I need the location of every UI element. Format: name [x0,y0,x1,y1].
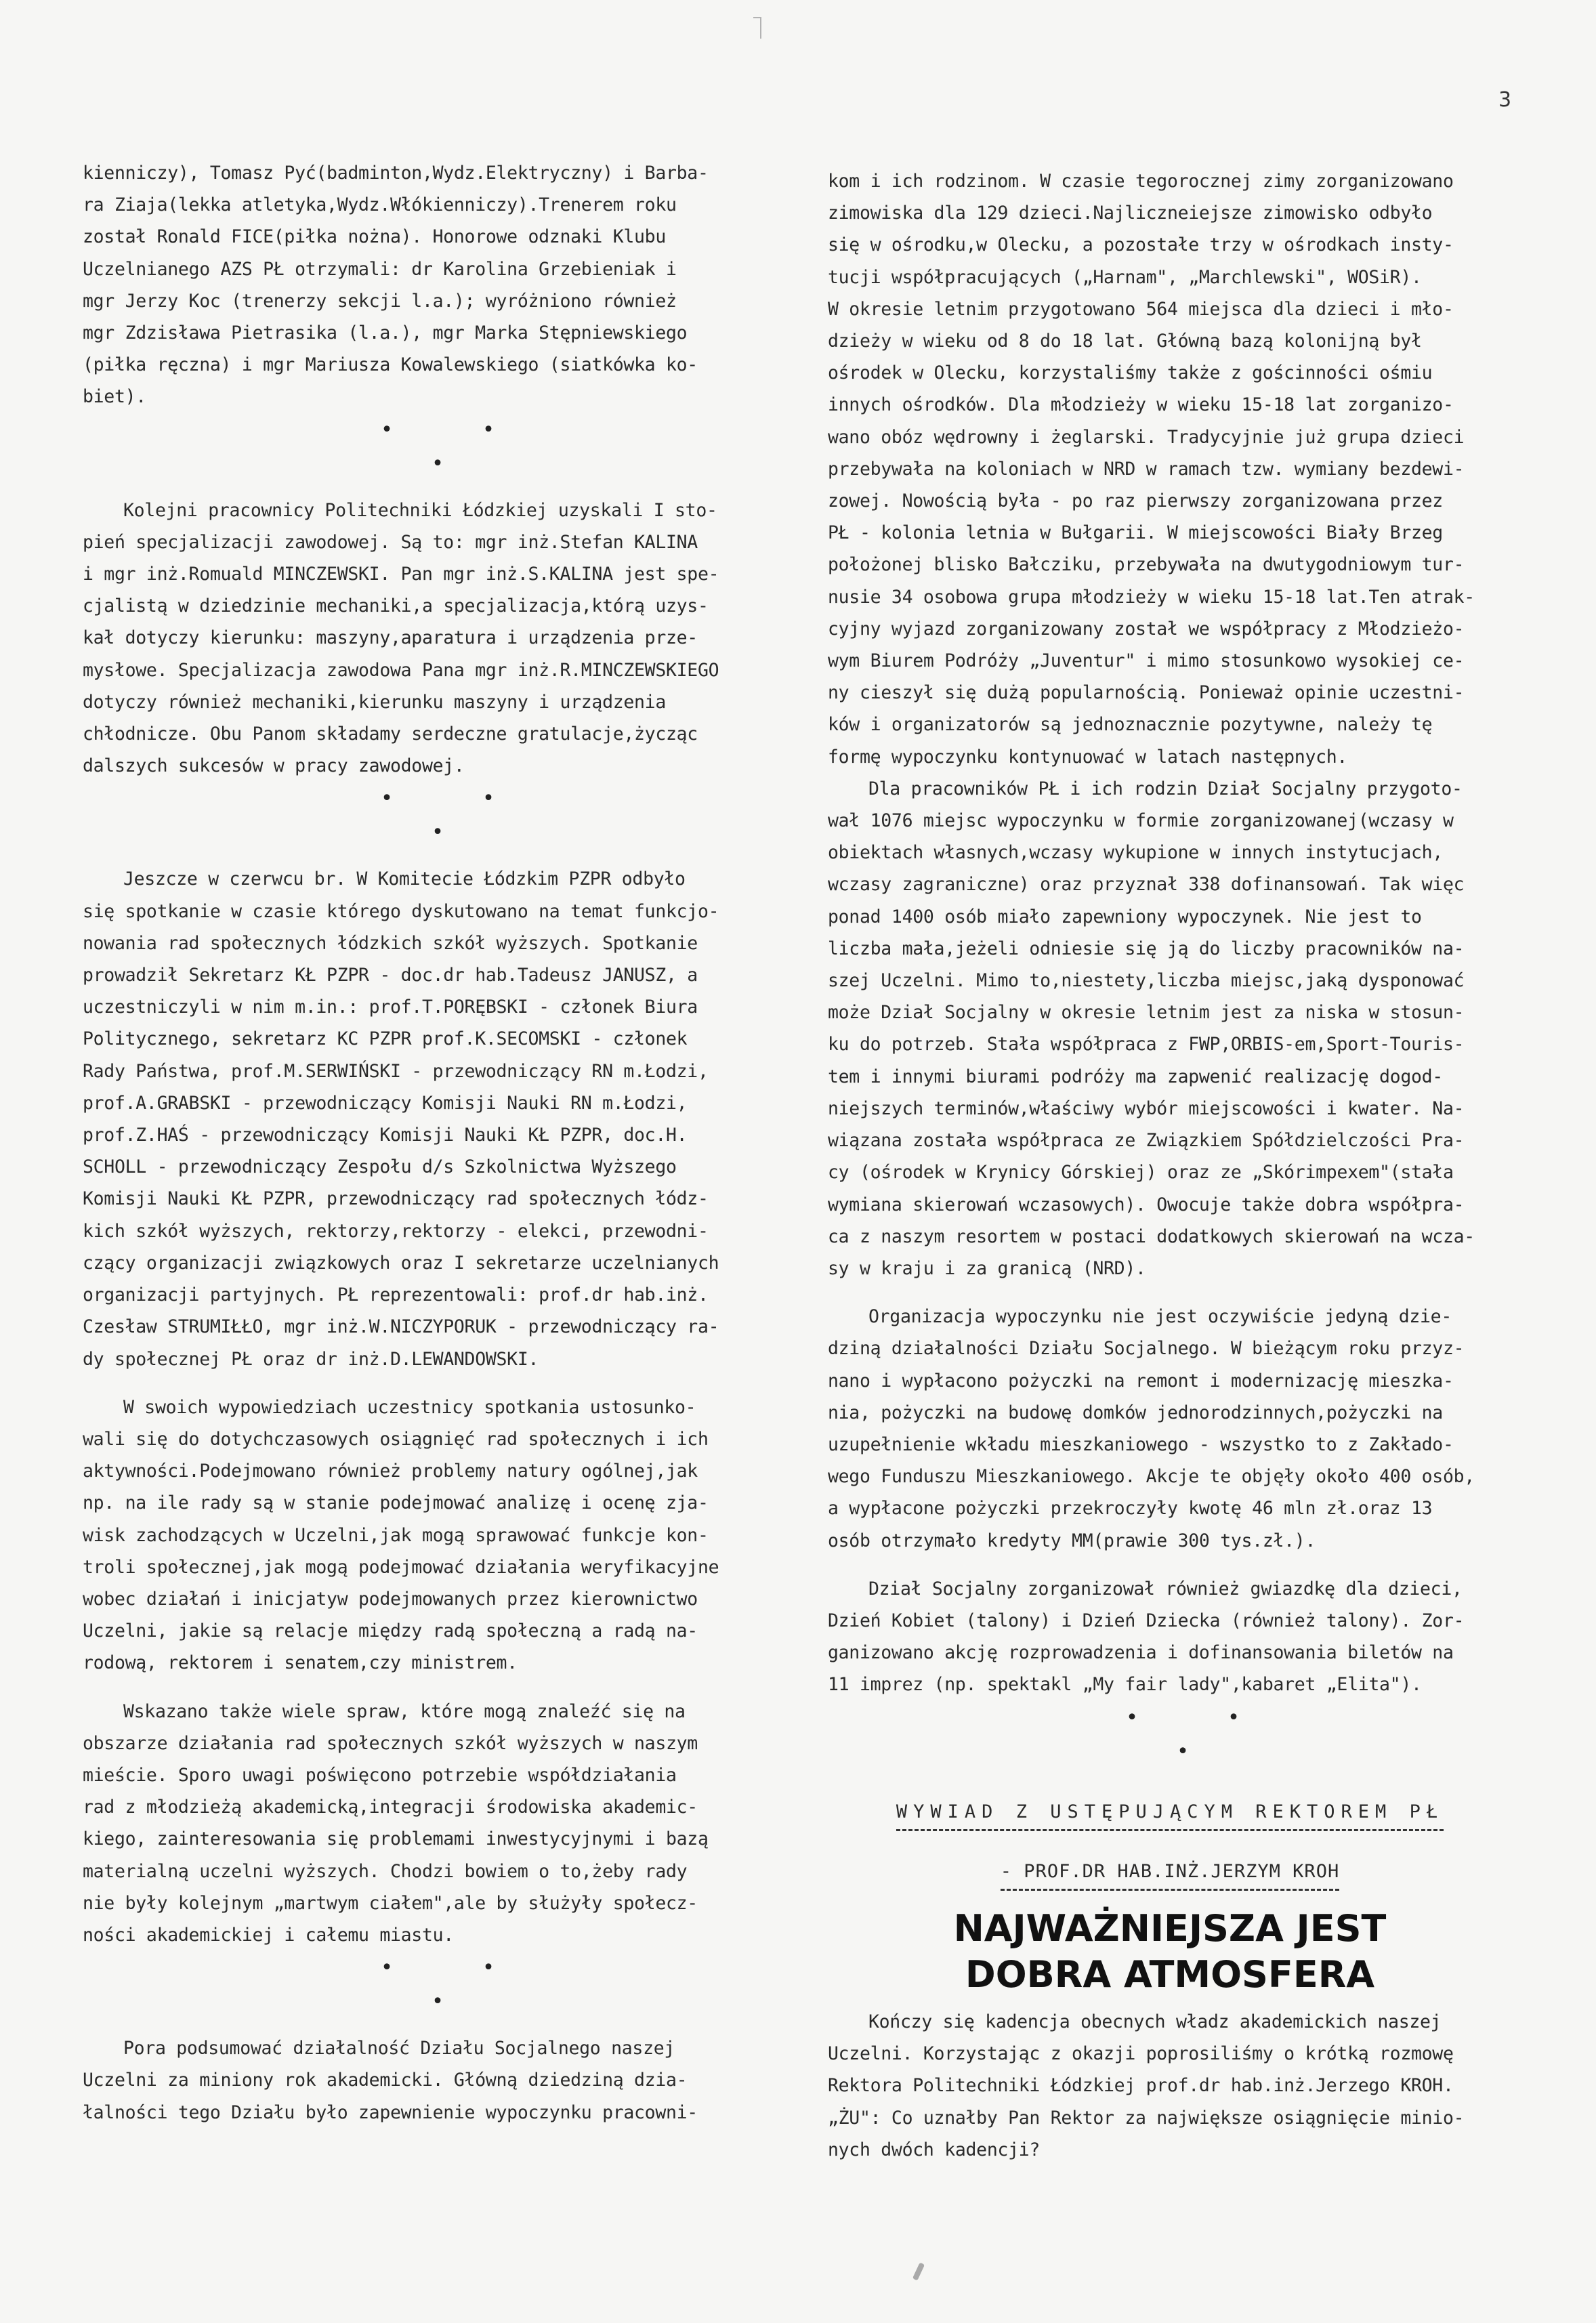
text-line: wego Funduszu Mieszkaniowego. Akcje te objęły około 400 osób, [828,1466,1475,1488]
text-line: się w ośrodku,w Olecku, a pozostałe trzy w ośrodkach insty- [828,234,1454,256]
headline-line: DOBRA ATMOSFERA [965,1952,1375,1996]
text-line: nowania rad społecznych łódzkich szkół wyższych. Spotkanie [83,932,698,954]
text-line: się spotkanie w czasie którego dyskutowano na temat funkcjo- [83,900,719,922]
text-line: mgr Zdzisława Pietrasika (l.a.), mgr Marka Stępniewskiego [83,322,688,344]
text-line: zimowiska dla 129 dzieci.Najliczneiejsze zimowisko odbyło [828,203,1433,224]
paragraph-pzpr-meeting [83,863,760,1375]
right-column [828,165,1512,2166]
text-line: Pora podsumować działalność Działu Socjalnego naszej [123,2038,675,2059]
text-line: rad z młodzieżą akademicką,integracji środowiska akademic- [83,1797,698,1818]
text-line: nusie 34 osobowa grupa młodzieży w wieku 15-18 lat.Ten atrak- [828,586,1475,608]
section-separator [83,417,760,481]
text-line: niejszych terminów,właściwy wybór miejscowości i kwater. Na- [828,1097,1465,1119]
text-line: ra Ziaja(lekka atletyka,Wydz.Włókienniczy).Trenerem roku [83,194,677,216]
interview-kicker [828,1796,1512,1891]
text-line: został Ronald FICE(piłka nożna). Honorowe odznaki Klubu [83,226,666,248]
separator-dot: • [381,1956,393,1980]
paragraph-social-department [83,2032,760,2129]
separator-dot: • [1227,1705,1240,1730]
text-line: SCHOLL - przewodniczący Zespołu d/s Szkolnictwa Wyższego [83,1156,677,1178]
text-line: np. na ile rady są w stanie podejmować analizę i ocenę zja- [83,1492,709,1514]
pen-mark [912,2263,925,2281]
text-line: formę wypoczynku kontynuować w latach następnych. [828,746,1348,768]
text-line: prof.Z.HAŚ - przewodniczący Komisji Nauki KŁ PZPR, doc.H. [83,1125,688,1146]
text-line: cy (ośrodek w Krynicy Górskiej) oraz ze „Skórimpexem"(stała [828,1162,1454,1184]
paragraph-specializations [83,495,760,782]
text-line: (piłka ręczna) i mgr Mariusza Kowalewskiego (siatkówka ko- [83,354,698,376]
paragraph-azs-awards [83,157,760,413]
text-line: prowadził Sekretarz KŁ PZPR - doc.dr hab.Tadeusz JANUSZ, a [83,965,698,986]
text-line: i mgr inż.Romuald MINCZEWSKI. Pan mgr inż.S.KALINA jest spe- [83,564,719,585]
text-line: dotyczy również mechaniki,kierunku maszyny i urządzenia [83,691,666,713]
text-line: Dla pracowników PŁ i ich rodzin Dział Socjalny przygoto- [868,778,1463,799]
left-column [83,157,760,2129]
separator-dot: • [482,787,495,811]
text-line: uczestniczyli w nim m.in.: prof.T.PORĘBSKI - członek Biura [83,997,698,1018]
text-line: szej Uczelni. Mimo to,niestety,liczba miejsc,jaką dysponować [828,970,1465,992]
text-line: dzieży w wieku od 8 do 18 lat. Główną bazą kolonijną był [828,331,1422,352]
text-line: Czesław STRUMIŁŁO, mgr inż.W.NICZYPORUK - przewodniczący ra- [83,1316,719,1338]
interview-kicker-line1: WYWIAD Z USTĘPUJĄCYM REKTOREM PŁ [896,1796,1444,1831]
text-line: materialną uczelni wyższych. Chodzi bowiem o to,żeby rady [83,1860,688,1882]
separator-dot: • [381,417,393,442]
text-line: PŁ - kolonia letnia w Bułgarii. W miejscowości Biały Brzeg [828,522,1443,544]
text-line: Kolejni pracownicy Politechniki Łódzkiej uzyskali I sto- [123,499,717,521]
text-line: ośrodek w Olecku, korzystaliśmy także z gościnności ośmiu [828,362,1433,384]
headline-line: NAJWAŻNIEJSZA JEST [953,1906,1387,1950]
interview-lead [828,2006,1512,2166]
text-line: uzupełnienie wkładu mieszkaniowego - wszystko to z Zakłado- [828,1433,1454,1455]
text-line: zowej. Nowością była - po raz pierwszy zorganizowana przez [828,490,1443,512]
text-line: Organizacja wypoczynku nie jest oczywiście jedyną dzie- [868,1306,1452,1328]
text-line: nych dwóch kadencji? [828,2139,1041,2160]
text-line: Rady Państwa, prof.M.SERWIŃSKI - przewodniczący RN m.Łodzi, [83,1060,709,1082]
text-line: dziną działalności Działu Socjalnego. W bieżącym roku przyz- [828,1338,1465,1360]
text-line: mgr Jerzy Koc (trenerzy sekcji l.a.); wyróżniono również [83,290,677,312]
text-line: mysłowe. Specjalizacja zawodowa Pana mgr inż.R.MINCZEWSKIEGO [83,659,719,681]
interview-kicker-line2: - PROF.DR HAB.INŻ.JERZYM KROH [1001,1856,1339,1891]
scan-corner-mark [753,17,761,39]
article-headline [828,1906,1512,1998]
paragraph-housing-loans [828,1301,1512,1557]
text-line: kich szkół wyższych, rektorzy,rektorzy - elekci, przewodni- [83,1220,709,1242]
text-line: organizacji partyjnych. PŁ reprezentowali: prof.dr hab.inż. [83,1284,709,1306]
spacer [828,1557,1512,1573]
paragraph-council-issues [83,1696,760,1952]
text-line: kał dotyczy kierunku: maszyny,aparatura i urządzenia prze- [83,627,698,649]
text-line: Jeszcze w czerwcu br. W Komitecie Łódzkim PZPR odbyło [123,868,686,890]
separator-dot: • [482,1956,495,1980]
section-separator [828,1705,1512,1769]
text-line: Uczelni, jakie są relacje między radą społeczną a radą na- [83,1620,698,1642]
text-line: wczasy zagraniczne) oraz przyznał 338 dofinansowań. Tak więc [828,874,1465,896]
text-line: kienniczy), Tomasz Pyć(badminton,Wydz.Elektryczny) i Barba- [83,163,709,184]
text-line: Uczelni za miniony rok akademicki. Główną dziedziną dzia- [83,2070,688,2091]
text-line: liczba mała,jeżeli odniesie się ją do liczby pracowników na- [828,938,1465,959]
text-line: ganizowano akcję rozprowadzenia i dofinansowania biletów na [828,1642,1454,1664]
text-line: biet). [83,386,146,408]
text-line: kiego, zainteresowania się problemami inwestycyjnymi i bazą [83,1828,709,1850]
text-line: wiązana została współpraca ze Związkiem Spółdzielczości Pra- [828,1130,1465,1152]
text-line: ków i organizatorów są jednoznacznie pozytywne, należy tę [828,714,1433,736]
text-line: „ŻU": Co uznałby Pan Rektor za największe osiągnięcie minio- [828,2107,1465,2129]
separator-dot: • [432,1990,444,2014]
paragraph-events [828,1573,1512,1701]
text-line: może Dział Socjalny w okresie letnim jest za niska w stosun- [828,1002,1465,1024]
page-number: 3 [1498,88,1512,112]
text-line: Dzień Kobiet (talony) i Dzień Dziecka (również talony). Zor- [828,1610,1465,1631]
text-line: W swoich wypowiedziach uczestnicy spotkania ustosunko- [123,1396,696,1418]
section-separator [83,789,760,850]
separator-dot: • [482,417,495,442]
text-line: troli społecznej,jak mogą podejmować działania weryfikacyjne [83,1556,719,1578]
separator-dot: • [381,787,393,811]
text-line: Uczelni. Korzystając z okazji poprosiliśmy o krótką rozmowę [828,2043,1454,2065]
text-line: nie były kolejnym „martwym ciałem",ale by służyły społecz- [83,1892,698,1914]
text-line: tem i innymi biurami podróży ma zapwenić realizację dogod- [828,1066,1443,1087]
separator-dot: • [432,451,444,476]
text-line: ności akademickiej i całemu miastu. [83,1924,454,1946]
text-line: Kończy się kadencja obecnych władz akademickich naszej [868,2011,1442,2032]
text-line: obiektach własnych,wczasy wykupione w innych instytucjach, [828,842,1443,864]
text-line: Uczelnianego AZS PŁ otrzymali: dr Karolina Grzebieniak i [83,258,677,280]
text-line: łalności tego Działu było zapewnienie wypoczynku pracowni- [83,2101,698,2123]
text-line: nia, pożyczki na budowę domków jednorodzinnych,pożyczki na [828,1402,1443,1423]
text-line: Politycznego, sekretarz KC PZPR prof.K.SECOMSKI - członek [83,1028,688,1050]
text-line: pień specjalizacji zawodowej. Są to: mgr inż.Stefan KALINA [83,531,698,553]
text-line: cjalistą w dziedzinie mechaniki,a specjalizacja,którą uzys- [83,595,709,617]
text-line: wymiana skierowań wczasowych). Owocuje także dobra współpra- [828,1194,1465,1215]
text-line: ny cieszył się dużą popularnością. Ponieważ opinie uczestni- [828,682,1465,704]
text-line: innych ośrodków. Dla młodzieży w wieku 15-18 lat zorganizo- [828,394,1454,416]
text-line: dalszych sukcesów w pracy zawodowej. [83,755,465,777]
text-line: Rektora Politechniki Łódzkiej prof.dr hab.inż.Jerzego KROH. [828,2075,1454,2097]
text-line: wisk zachodzących w Uczelni,jak mogą sprawować funkcje kon- [83,1524,709,1546]
text-line: ponad 1400 osób miało zapewniony wypoczynek. Nie jest to [828,906,1422,927]
spacer [83,1679,760,1696]
text-line: nano i wypłacono pożyczki na remont i modernizację mieszka- [828,1370,1454,1391]
text-line: tucji współpracujących („Harnam", „Marchlewski", WOSiR). [828,266,1422,288]
text-line: rodową, rektorem i senatem,czy ministrem. [83,1652,518,1674]
separator-dot: • [432,820,444,845]
text-line: mieście. Sporo uwagi poświęcono potrzebie współdziałania [83,1764,677,1786]
text-line: Dział Socjalny zorganizował również gwiazdkę dla dzieci, [868,1578,1463,1599]
text-line: aktywności.Podejmowano również problemy natury ogólnej,jak [83,1461,698,1482]
text-line: czący organizacji związkowych oraz I sekretarze uczelnianych [83,1252,719,1274]
text-line: wał 1076 miejsc wypoczynku w formie zorganizowanej(wczasy w [828,810,1454,832]
text-line: Komisji Nauki KŁ PZPR, przewodniczący rad społecznych łódz- [83,1188,709,1210]
text-line: obszarze działania rad społecznych szkół wyższych w naszym [83,1732,698,1754]
text-line: ca z naszym resortem w postaci dodatkowych skierowań na wcza- [828,1226,1475,1247]
text-line: osób otrzymało kredyty MM(prawie 300 tys.zł.). [828,1530,1316,1551]
text-line: przebywała na koloniach w NRD w ramach tzw. wymiany bezdewi- [828,458,1465,480]
text-line: cyjny wyjazd zorganizowany został we współpracy z Młodzieżo- [828,618,1465,640]
text-line: wali się do dotychczasowych osiągnięć rad społecznych i ich [83,1428,709,1450]
text-line: położonej blisko Bałcziku, przebywała na dwutygodniowym tur- [828,554,1465,576]
text-line: prof.A.GRABSKI - przewodniczący Komisji Nauki RN m.Łodzi, [83,1092,688,1114]
text-line: Wskazano także wiele spraw, które mogą znaleźć się na [123,1700,686,1722]
text-line: chłodnicze. Obu Panom składamy serdeczne gratulacje,życząc [83,724,698,745]
text-line: dy społecznej PŁ oraz dr inż.D.LEWANDOWSKI. [83,1348,539,1370]
text-line: wano obóz wędrowny i żeglarski. Tradycyjnie już grupa dzieci [828,426,1465,448]
text-line: a wypłacone pożyczki przekroczyły kwotę 46 mln zł.oraz 13 [828,1498,1433,1520]
text-line: 11 imprez (np. spektakl „My fair lady",kabaret „Elita"). [828,1674,1422,1696]
separator-dot: • [1126,1705,1138,1730]
text-line: W okresie letnim przygotowano 564 miejsca dla dzieci i mło- [828,298,1454,320]
paragraph-employee-holidays [828,773,1512,1284]
text-line: kom i ich rodzinom. W czasie tegorocznej zimy zorganizowano [828,171,1454,192]
spacer [828,1284,1512,1301]
text-line: ku do potrzeb. Stała współpraca z FWP,ORBIS-em,Sport-Touris- [828,1034,1465,1055]
text-line: wym Biurem Podróży „Juventur" i mimo stosunkowo wysokiej ce- [828,650,1465,672]
paragraph-participants-statements [83,1391,760,1679]
paragraph-children-holidays [828,165,1512,773]
section-separator [83,1958,760,2019]
separator-dot: • [1177,1739,1189,1763]
text-line: sy w kraju i za granicą (NRD). [828,1257,1146,1279]
text-line: wobec działań i inicjatyw podejmowanych przez kierownictwo [83,1588,698,1610]
spacer [83,1375,760,1391]
